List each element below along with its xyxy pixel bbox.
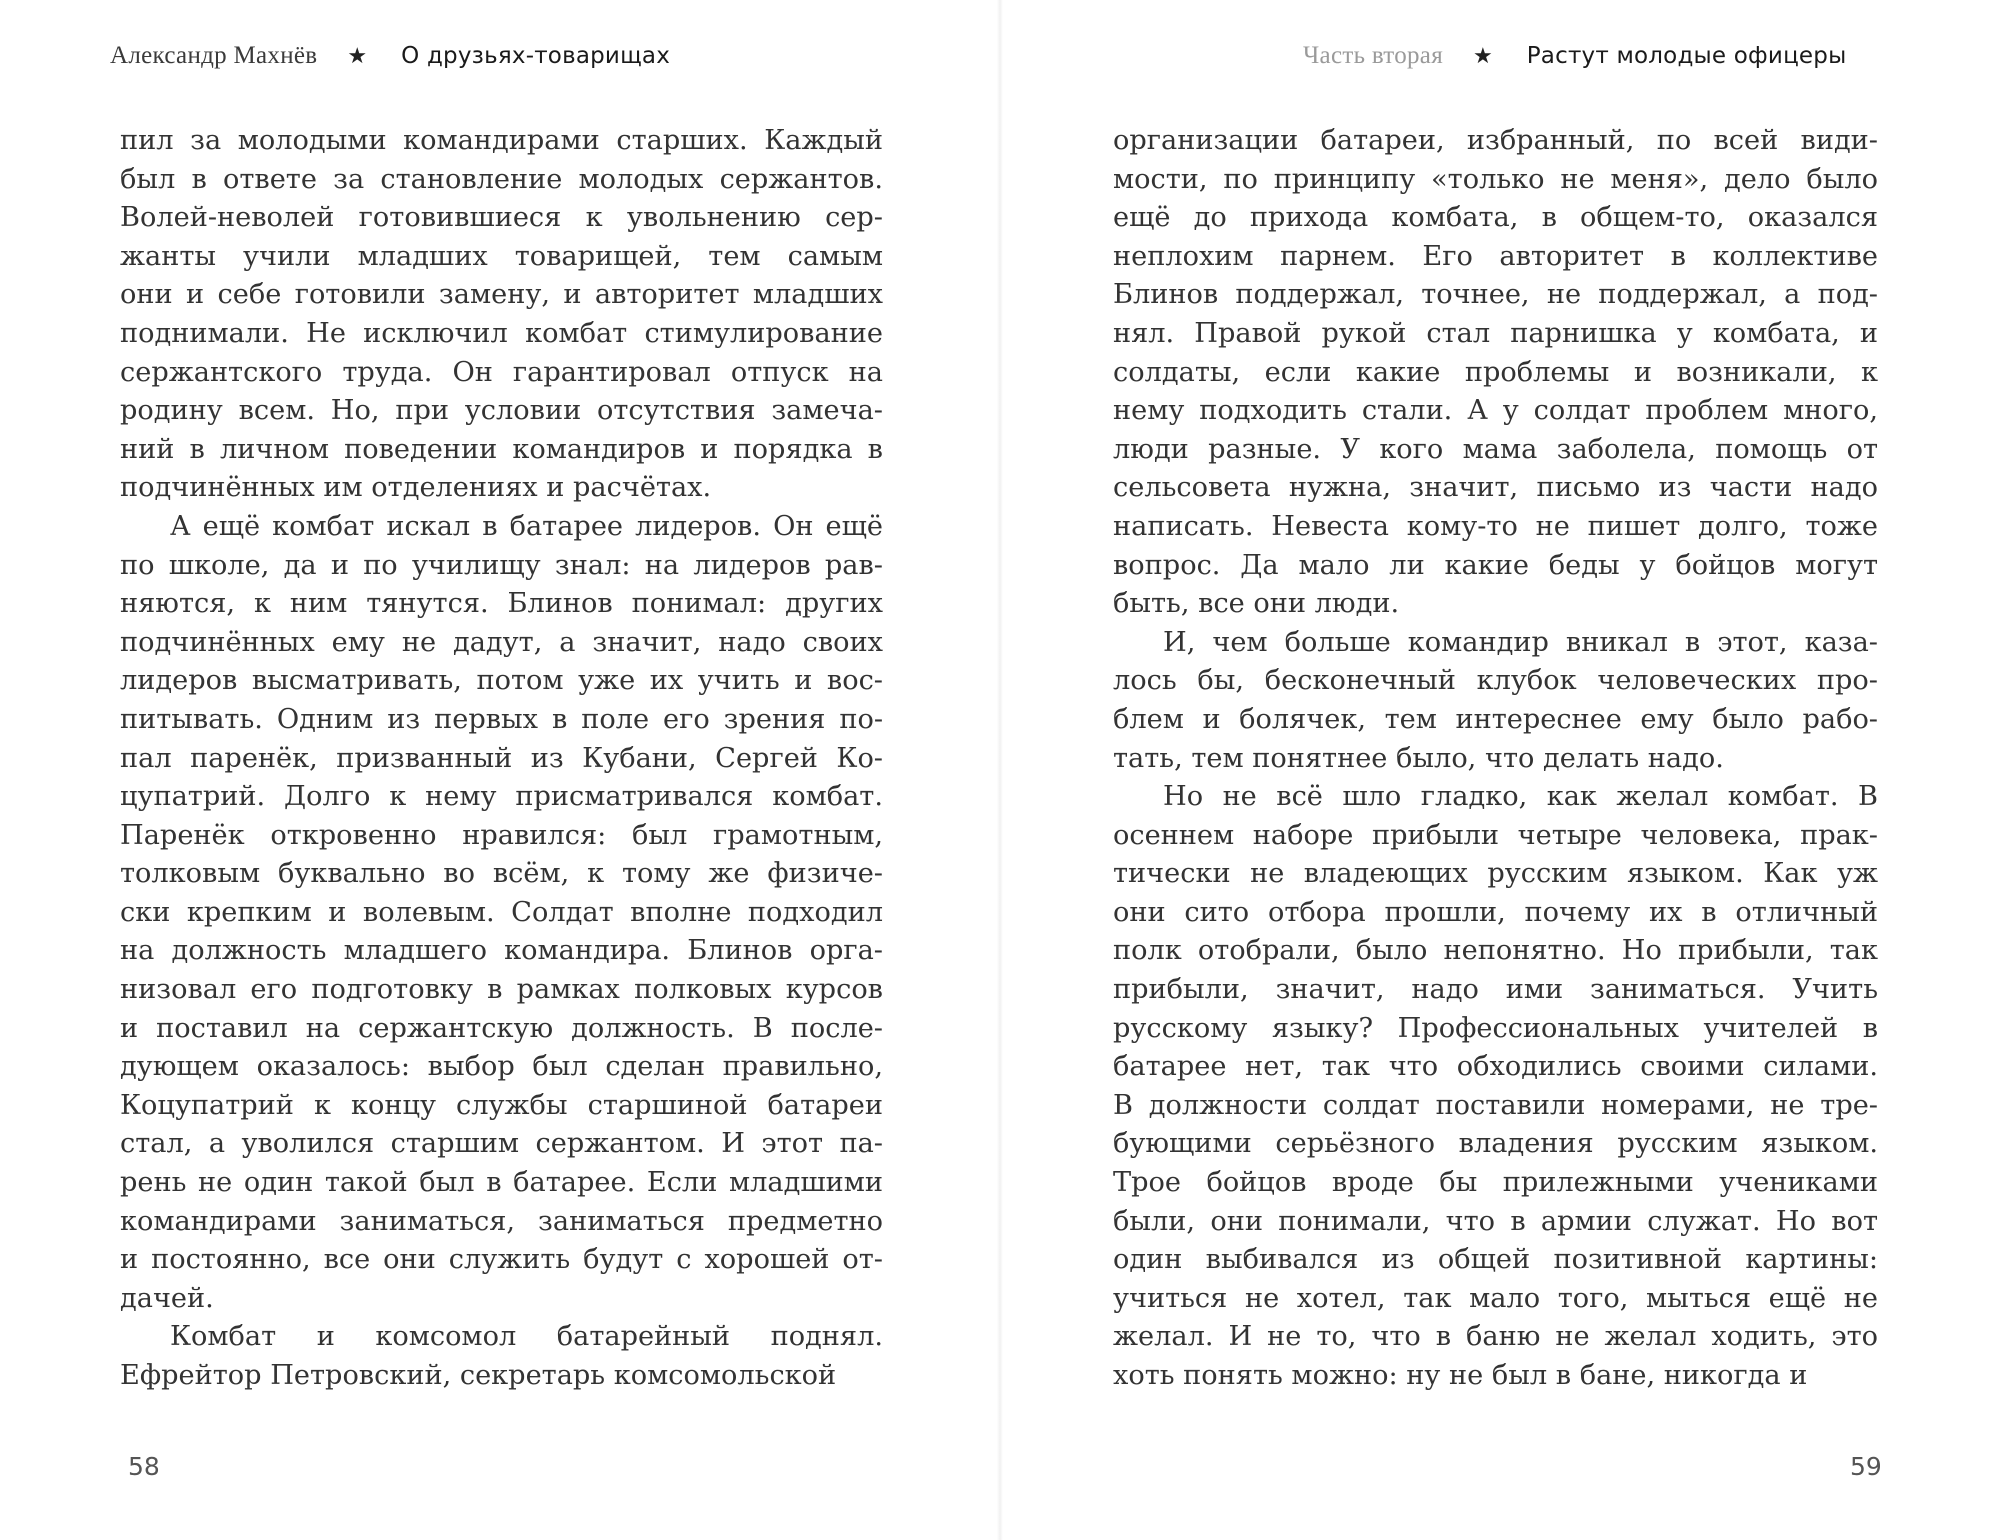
author-name: Александр Махнёв xyxy=(110,42,318,69)
text-line: мости, по принципу «только не меня», дело было xyxy=(1113,163,1878,195)
text-line: Коцупатрий к концу службы старшиной батареи xyxy=(120,1089,883,1121)
text-line: лось бы, бесконечный клубок человеческих про- xyxy=(1113,665,1878,697)
running-head-right xyxy=(1303,42,1846,82)
text-line: Но не всё шло гладко, как желал комбат. В xyxy=(1163,781,1878,813)
text-line: был в ответе за становление молодых сержантов. xyxy=(120,163,883,195)
text-line: ски крепким и волевым. Солдат вполне подходил xyxy=(120,896,883,928)
right-page-text xyxy=(1113,122,1878,1396)
page-number-left: 58 xyxy=(128,1452,160,1481)
text-line: И, чем больше командир вникал в этот, каза- xyxy=(1163,626,1878,658)
left-page-text xyxy=(120,122,883,1396)
text-line: родину всем. Но, при условии отсутствия замеча- xyxy=(120,395,883,427)
text-line: полк отобрали, было непонятно. Но прибыли, так xyxy=(1113,935,1878,967)
text-line: люди разные. У кого мама заболела, помощь от xyxy=(1113,433,1878,465)
book-title: О друзьях-товарищах xyxy=(401,43,671,69)
text-line: пал паренёк, призванный из Кубани, Сергей Ко- xyxy=(120,742,883,774)
text-line: русскому языку? Профессиональных учителей в xyxy=(1113,1012,1878,1044)
text-line: стал, а уволился старшим сержантом. И этот па- xyxy=(120,1128,883,1160)
text-line: рень не один такой был в батарее. Если младшими xyxy=(120,1167,883,1199)
text-line: желал. И не то, что в баню не желал ходить, это xyxy=(1113,1321,1878,1353)
text-line: они и себе готовили замену, и авторитет младших xyxy=(120,279,883,311)
text-line: сельсовета нужна, значит, письмо из части надо xyxy=(1113,472,1878,504)
text-line: подчинённых ему не дадут, а значит, надо своих xyxy=(120,626,883,658)
text-line: неплохим парнем. Его авторитет в коллективе xyxy=(1113,240,1878,272)
text-line: няются, к ним тянутся. Блинов понимал: других xyxy=(120,588,883,620)
star-separator-icon: ★ xyxy=(1473,44,1493,69)
text-line: дующем оказалось: выбор был сделан правильно, xyxy=(120,1051,883,1083)
text-line: ещё до прихода комбата, в общем-то, оказался xyxy=(1113,202,1878,234)
text-line: питывать. Одним из первых в поле его зрения по- xyxy=(120,703,883,735)
text-line: Комбат и комсомол батарейный поднял. xyxy=(170,1321,883,1353)
text-line: Трое бойцов вроде бы прилежными учениками xyxy=(1113,1167,1878,1199)
page-number-right: 59 xyxy=(1850,1452,1882,1481)
text-line: низовал его подготовку в рамках полковых курсов xyxy=(120,974,883,1006)
text-line: осеннем наборе прибыли четыре человека, прак- xyxy=(1113,819,1878,851)
text-line: солдаты, если какие проблемы и возникали, к xyxy=(1113,356,1878,388)
text-line: дачей. xyxy=(120,1282,214,1314)
text-line: и постоянно, все они служить будут с хорошей от- xyxy=(120,1244,883,1276)
text-line: по школе, да и по училищу знал: на лидеров рав- xyxy=(120,549,883,581)
text-line: один выбивался из общей позитивной картины: xyxy=(1113,1244,1878,1276)
text-line: В должности солдат поставили номерами, не тре- xyxy=(1113,1089,1878,1121)
text-line: Волей-неволей готовившиеся к увольнению сер- xyxy=(120,202,883,234)
running-head-left xyxy=(110,42,670,82)
text-line: тать, тем понятнее было, что делать надо. xyxy=(1113,742,1724,774)
star-separator-icon: ★ xyxy=(347,44,368,69)
text-line: А ещё комбат искал в батарее лидеров. Он ещё xyxy=(170,510,883,542)
right-page xyxy=(1000,0,2000,1540)
text-line: нял. Правой рукой стал парнишка у комбата, и xyxy=(1113,317,1878,349)
part-label: Часть вторая xyxy=(1303,42,1443,69)
text-line: Блинов поддержал, точнее, не поддержал, а под- xyxy=(1113,279,1878,311)
text-line: Ефрейтор Петровский, секретарь комсомольской xyxy=(120,1360,837,1391)
text-line: бующими серьёзного владения русским языком. xyxy=(1113,1128,1878,1160)
text-line: были, они понимали, что в армии служат. Но вот xyxy=(1113,1205,1878,1237)
text-line: командирами заниматься, заниматься предметно xyxy=(120,1205,883,1237)
text-line: сержантского труда. Он гарантировал отпуск на xyxy=(120,356,883,388)
text-line: поднимали. Не исключил комбат стимулирование xyxy=(120,317,883,349)
text-line: цупатрий. Долго к нему присматривался комбат. xyxy=(120,781,883,813)
text-line: пил за молодыми командирами старших. Каждый xyxy=(120,125,883,156)
text-line: учиться не хотел, так мало того, мыться ещё не xyxy=(1113,1282,1878,1314)
text-line: быть, все они люди. xyxy=(1113,588,1400,620)
text-line: жанты учили младших товарищей, тем самым xyxy=(120,240,883,272)
text-line: батарее нет, так что обходились своими силами. xyxy=(1113,1051,1878,1083)
text-line: Паренёк откровенно нравился: был грамотным, xyxy=(120,819,883,851)
text-line: толковым буквально во всём, к тому же физиче- xyxy=(120,858,883,890)
text-line: подчинённых им отделениях и расчётах. xyxy=(120,472,712,504)
text-line: прибыли, значит, надо ими заниматься. Учить xyxy=(1113,974,1878,1006)
text-line: нему подходить стали. А у солдат проблем много, xyxy=(1113,395,1878,427)
text-line: лидеров высматривать, потом уже их учить и вос- xyxy=(120,665,883,697)
text-line: и поставил на сержантскую должность. В после- xyxy=(120,1012,883,1044)
text-line: они сито отбора прошли, почему их в отличный xyxy=(1113,896,1878,928)
text-line: вопрос. Да мало ли какие беды у бойцов могут xyxy=(1113,549,1878,581)
text-line: тически не владеющих русским языком. Как уж xyxy=(1113,858,1878,890)
text-line: блем и болячек, тем интереснее ему было рабо- xyxy=(1113,703,1878,735)
chapter-title: Растут молодые офицеры xyxy=(1526,43,1847,69)
text-line: написать. Невеста кому-то не пишет долго, тоже xyxy=(1113,510,1878,542)
text-line: хоть понять можно: ну не был в бане, никогда и xyxy=(1113,1360,1808,1391)
text-line: организации батареи, избранный, по всей види- xyxy=(1113,125,1878,156)
text-line: на должность младшего командира. Блинов орга- xyxy=(120,935,883,967)
text-line: ний в личном поведении командиров и порядка в xyxy=(120,433,883,465)
